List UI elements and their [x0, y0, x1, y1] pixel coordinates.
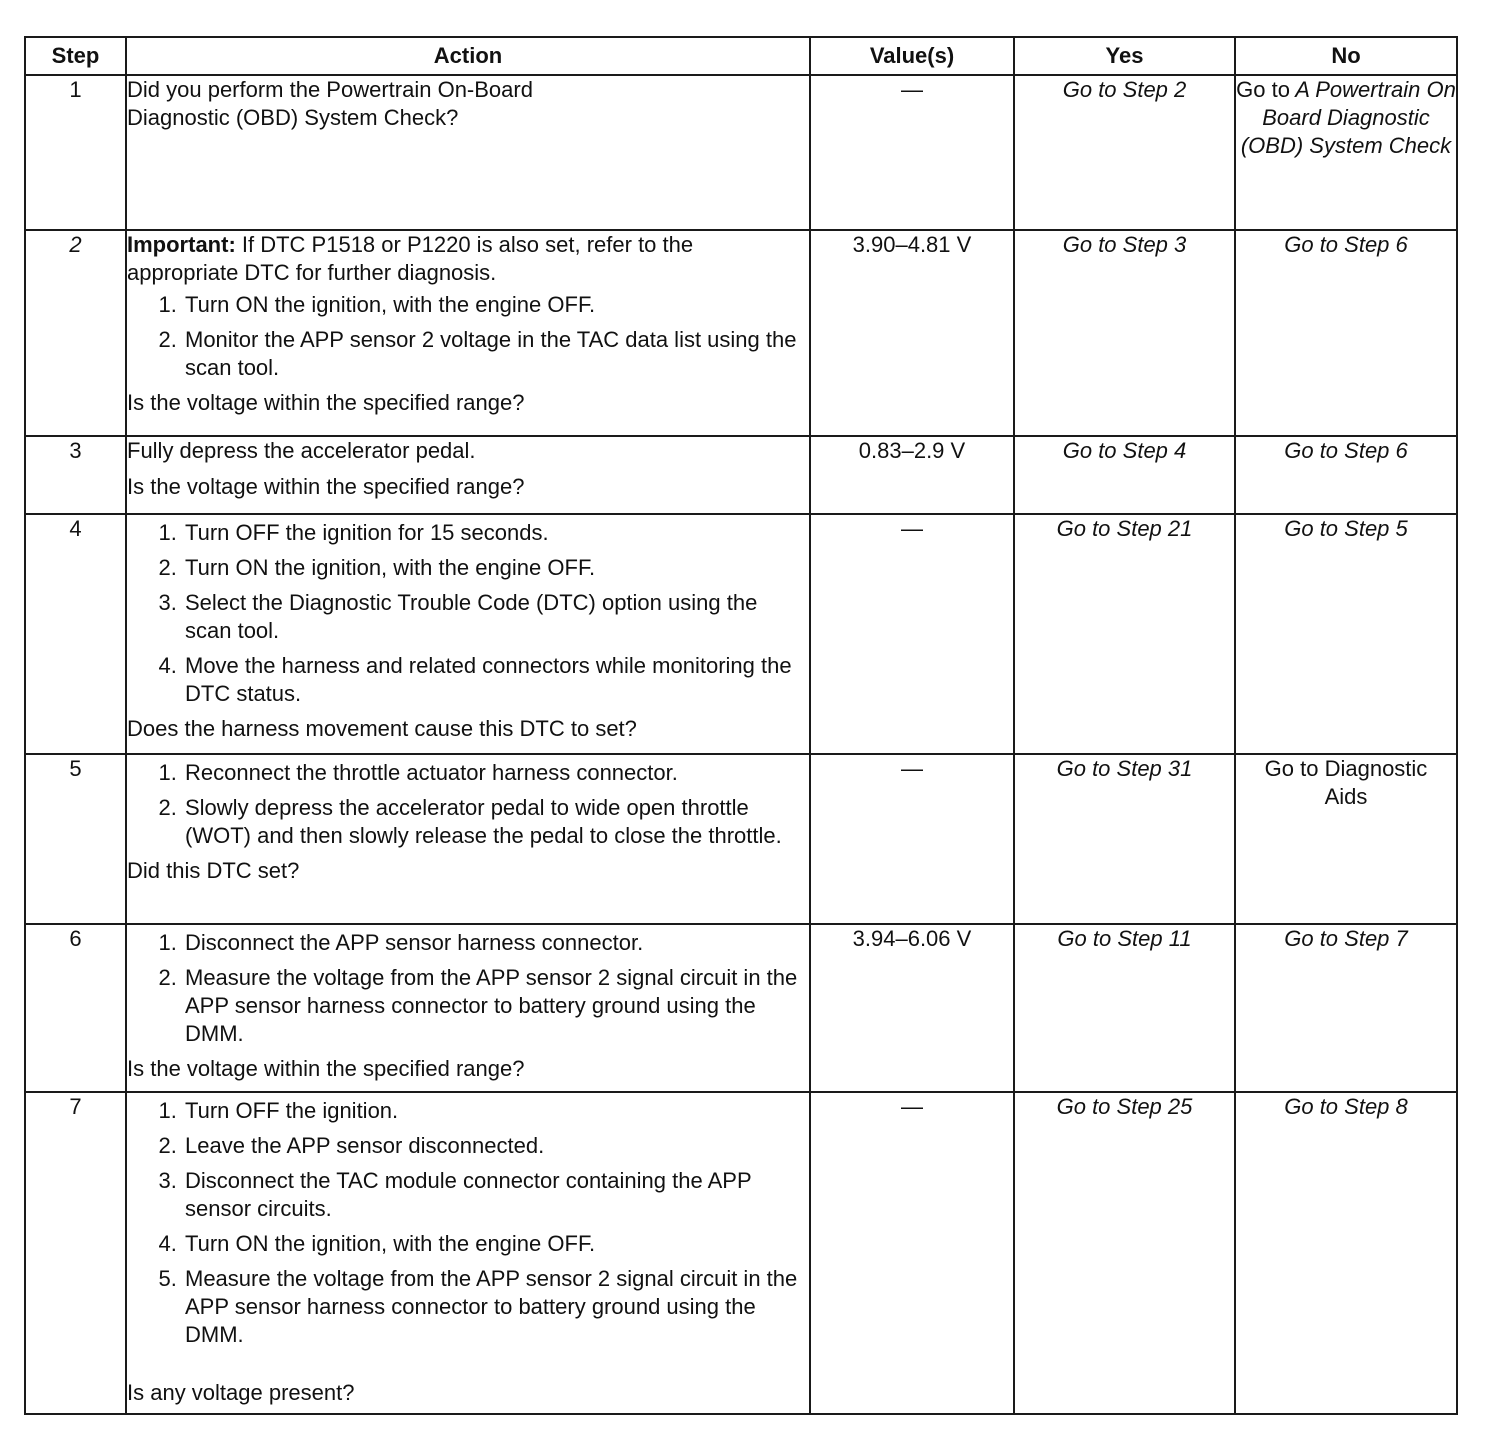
step-number: 2 — [25, 230, 126, 436]
yes-link[interactable]: Go to Step 25 — [1014, 1092, 1235, 1414]
action-cell — [126, 754, 810, 924]
no-link[interactable]: Go to Step 6 — [1235, 436, 1457, 514]
list-item: 1. Turn ON the ignition, with the engine OFF. — [183, 291, 809, 319]
yes-link[interactable]: Go to Step 31 — [1014, 754, 1235, 924]
diagnostic-table — [24, 36, 1458, 1415]
list-item: 2. Measure the voltage from the APP sensor 2 signal circuit in the APP sensor harness connector to battery ground using the DMM. — [183, 964, 809, 1048]
important-text: If DTC P1518 or P1220 is also set, refer to the appropriate DTC for further diagnosis. — [127, 232, 694, 285]
list-item: 2. Leave the APP sensor disconnected. — [183, 1132, 809, 1160]
action-text: Did you perform the Powertrain On-Board Diagnostic (OBD) System Check? — [127, 77, 533, 130]
no-link[interactable]: Go to Diagnostic Aids — [1235, 754, 1457, 924]
yes-link[interactable]: Go to Step 21 — [1014, 514, 1235, 754]
list-item: 2. Slowly depress the accelerator pedal to wide open throttle (WOT) and then slowly release the pedal to close the throttle. — [183, 794, 809, 850]
step-number: 4 — [25, 514, 126, 754]
yes-link[interactable]: Go to Step 4 — [1014, 436, 1235, 514]
list-item: 2. Turn ON the ignition, with the engine OFF. — [183, 554, 809, 582]
step-number: 6 — [25, 924, 126, 1092]
action-cell — [126, 514, 810, 754]
list-item: 4. Move the harness and related connectors while monitoring the DTC status. — [183, 652, 809, 708]
list-item: 1. Reconnect the throttle actuator harness connector. — [183, 759, 809, 787]
step-number: 5 — [25, 754, 126, 924]
list-item: 1. Turn OFF the ignition for 15 seconds. — [183, 519, 809, 547]
instruction-list — [127, 519, 809, 708]
no-prefix: Go to — [1236, 77, 1290, 102]
list-item: 3. Disconnect the TAC module connector containing the APP sensor circuits. — [183, 1167, 809, 1223]
table-row — [25, 754, 1457, 924]
list-item: 4. Turn ON the ignition, with the engine OFF. — [183, 1230, 809, 1258]
header-yes: Yes — [1014, 37, 1235, 75]
question-text: Does the harness movement cause this DTC to set? — [127, 716, 637, 741]
value-cell: — — [810, 75, 1014, 230]
header-values: Value(s) — [810, 37, 1014, 75]
table-row — [25, 924, 1457, 1092]
action-cell — [126, 924, 810, 1092]
value-cell: — — [810, 1092, 1014, 1414]
list-item: 3. Select the Diagnostic Trouble Code (DTC) option using the scan tool. — [183, 589, 809, 645]
value-cell: — — [810, 754, 1014, 924]
instruction-list — [127, 929, 809, 1048]
instruction-list — [127, 1097, 809, 1349]
table-row — [25, 75, 1457, 230]
action-cell — [126, 75, 810, 230]
question-text: Did this DTC set? — [127, 858, 300, 883]
table-row — [25, 230, 1457, 436]
important-note — [127, 231, 809, 287]
table-row — [25, 514, 1457, 754]
question-text: Is the voltage within the specified range? — [127, 390, 525, 415]
yes-link[interactable]: Go to Step 11 — [1014, 924, 1235, 1092]
action-cell — [126, 1092, 810, 1414]
important-label: Important: — [127, 232, 236, 257]
list-item: 2. Monitor the APP sensor 2 voltage in the TAC data list using the scan tool. — [183, 326, 809, 382]
question-text: Is the voltage within the specified range? — [127, 474, 525, 499]
table-row — [25, 1092, 1457, 1414]
value-cell: 3.94–6.06 V — [810, 924, 1014, 1092]
value-cell: — — [810, 514, 1014, 754]
instruction-list — [127, 759, 809, 850]
question-text: Is any voltage present? — [127, 1380, 355, 1405]
yes-link[interactable]: Go to Step 3 — [1014, 230, 1235, 436]
header-action: Action — [126, 37, 810, 75]
list-item: 5. Measure the voltage from the APP sensor 2 signal circuit in the APP sensor harness connector to battery ground using the DMM. — [183, 1265, 809, 1349]
header-row — [25, 37, 1457, 75]
no-link[interactable]: Go to Step 6 — [1235, 230, 1457, 436]
header-step: Step — [25, 37, 126, 75]
action-cell — [126, 436, 810, 514]
yes-link[interactable]: Go to Step 2 — [1014, 75, 1235, 230]
header-no: No — [1235, 37, 1457, 75]
no-link[interactable] — [1235, 75, 1457, 230]
value-cell: 0.83–2.9 V — [810, 436, 1014, 514]
question-text: Is the voltage within the specified range? — [127, 1056, 525, 1081]
step-number: 3 — [25, 436, 126, 514]
list-item: 1. Turn OFF the ignition. — [183, 1097, 809, 1125]
instruction-list — [127, 291, 809, 382]
action-cell — [126, 230, 810, 436]
no-link[interactable]: Go to Step 5 — [1235, 514, 1457, 754]
list-item: 1. Disconnect the APP sensor harness connector. — [183, 929, 809, 957]
no-link[interactable]: Go to Step 8 — [1235, 1092, 1457, 1414]
table-row — [25, 436, 1457, 514]
step-number: 7 — [25, 1092, 126, 1414]
step-number: 1 — [25, 75, 126, 230]
no-target: A Powertrain On Board Diagnostic (OBD) System Check — [1240, 77, 1456, 158]
no-link[interactable]: Go to Step 7 — [1235, 924, 1457, 1092]
value-cell: 3.90–4.81 V — [810, 230, 1014, 436]
action-text: Fully depress the accelerator pedal. — [127, 438, 476, 463]
